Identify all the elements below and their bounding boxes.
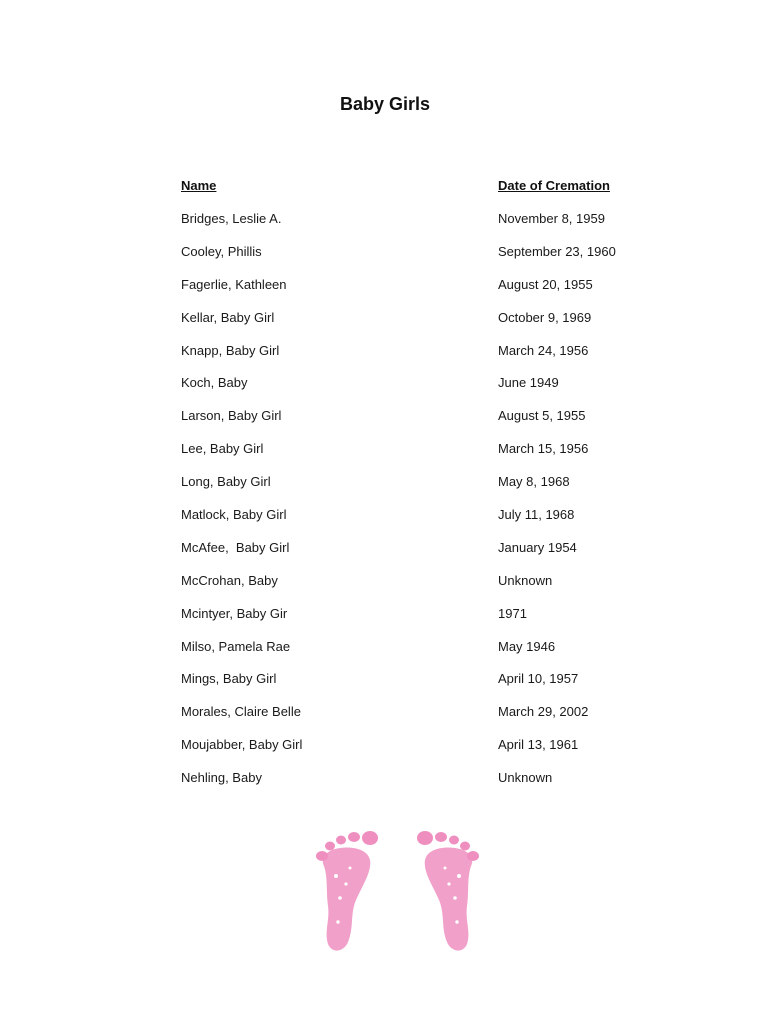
list-row (0, 211, 770, 244)
entry-date: August 5, 1955 (498, 408, 586, 424)
entry-name: Lee, Baby Girl (181, 441, 264, 457)
entry-name: Fagerlie, Kathleen (181, 276, 287, 292)
list-row (0, 540, 770, 573)
list-row (0, 375, 770, 408)
list-row (0, 408, 770, 441)
list-row (0, 441, 770, 474)
entry-date: October 9, 1969 (498, 309, 592, 325)
entry-date: August 20, 1955 (498, 276, 593, 292)
list-row (0, 671, 770, 704)
entry-date: January 1954 (498, 539, 577, 555)
entry-date: July 11, 1968 (498, 507, 575, 523)
column-header-date: Date of Cremation (498, 178, 610, 193)
entry-name: Mcintyer, Baby Gir (181, 605, 288, 621)
entry-date: 1971 (498, 605, 527, 621)
list-row (0, 639, 770, 672)
list-row (0, 606, 770, 639)
list-row (0, 704, 770, 737)
list-row (0, 474, 770, 507)
list-row (0, 573, 770, 606)
entry-date: June 1949 (498, 375, 559, 391)
entry-name: Cooley, Phillis (181, 243, 262, 259)
entry-name: Larson, Baby Girl (181, 408, 282, 424)
entry-name: Moujabber, Baby Girl (181, 737, 303, 753)
list-row (0, 343, 770, 376)
entry-date: May 8, 1968 (498, 474, 570, 490)
entry-name: Knapp, Baby Girl (181, 342, 280, 358)
entry-name: Mings, Baby Girl (181, 671, 277, 687)
entry-date: March 24, 1956 (498, 342, 589, 358)
entry-date: May 1946 (498, 638, 556, 654)
left-footprint-icon (316, 831, 378, 951)
entry-date: March 29, 2002 (498, 704, 589, 720)
cremation-list (0, 211, 770, 803)
entry-name: Morales, Claire Belle (181, 704, 301, 720)
list-row (0, 507, 770, 540)
entry-date: March 15, 1956 (498, 441, 589, 457)
entry-name: Nehling, Baby (181, 770, 262, 786)
entry-name: Koch, Baby (181, 375, 248, 391)
column-header-name: Name (181, 178, 217, 193)
entry-name: Kellar, Baby Girl (181, 309, 275, 325)
entry-date: April 10, 1957 (498, 671, 579, 687)
entry-name: McCrohan, Baby (181, 572, 278, 588)
list-row (0, 277, 770, 310)
list-row (0, 737, 770, 770)
entry-name: Matlock, Baby Girl (181, 507, 287, 523)
entry-date: November 8, 1959 (498, 211, 605, 226)
entry-name: Bridges, Leslie A. (181, 211, 282, 226)
entry-date: September 23, 1960 (498, 243, 616, 259)
entry-name: Milso, Pamela Rae (181, 638, 291, 654)
entry-date: Unknown (498, 770, 553, 786)
list-row (0, 770, 770, 803)
right-footprint-icon (417, 831, 479, 951)
list-row (0, 310, 770, 343)
entry-name: Long, Baby Girl (181, 474, 271, 490)
entry-date: Unknown (498, 572, 553, 588)
entry-name: McAfee, Baby Girl (181, 539, 290, 555)
list-row (0, 244, 770, 277)
page-title: Baby Girls (339, 94, 431, 114)
baby-footprints-icon (310, 828, 485, 963)
entry-date: April 13, 1961 (498, 737, 579, 753)
